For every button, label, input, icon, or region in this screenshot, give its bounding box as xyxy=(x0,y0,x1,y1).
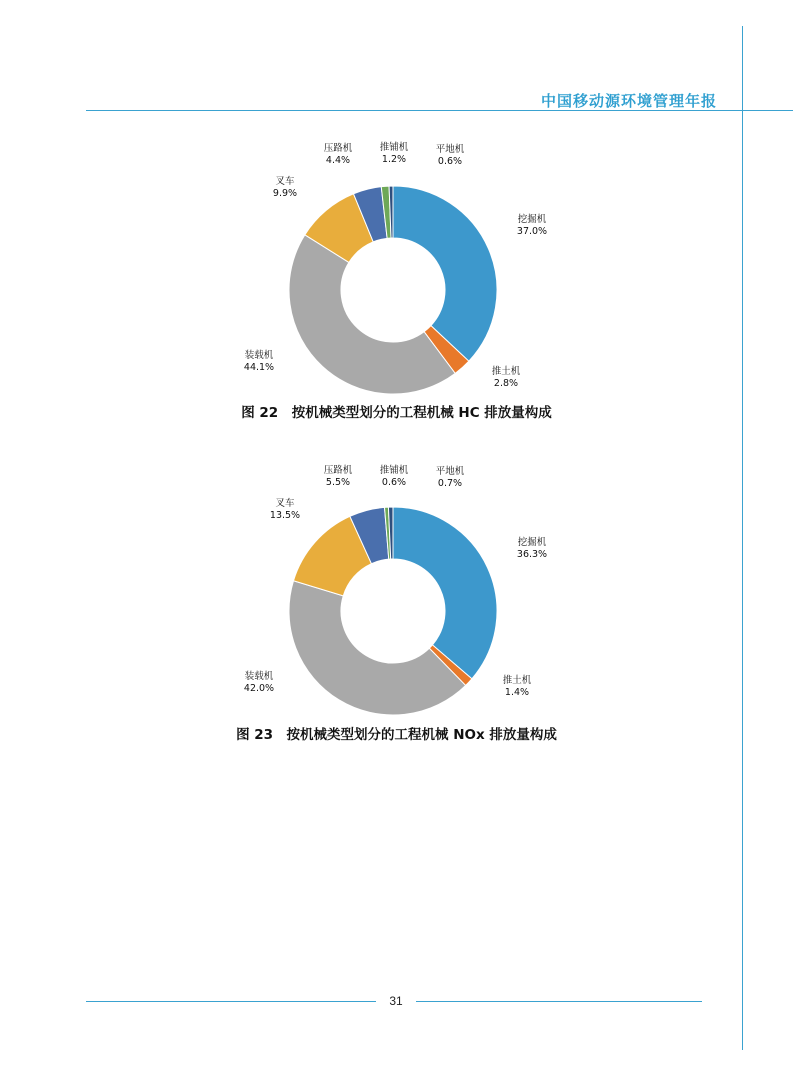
category-label-roller: 压路机 xyxy=(323,143,353,154)
category-label-excavator: 挖掘机 xyxy=(517,214,547,225)
value-label-forklift: 9.9% xyxy=(272,188,298,199)
category-label-forklift: 叉车 xyxy=(275,498,295,509)
value-label-forklift: 13.5% xyxy=(269,510,301,521)
category-label-loader: 装载机 xyxy=(244,350,274,361)
value-label-paver: 0.6% xyxy=(381,477,407,488)
category-label-roller: 压路机 xyxy=(323,465,353,476)
category-label-forklift: 叉车 xyxy=(275,176,295,187)
category-label-bulldozer: 推土机 xyxy=(491,366,521,377)
value-label-excavator: 36.3% xyxy=(516,549,548,560)
value-label-loader: 44.1% xyxy=(243,362,275,373)
value-label-bulldozer: 1.4% xyxy=(504,687,530,698)
value-label-bulldozer: 2.8% xyxy=(493,378,519,389)
category-label-paver: 推铺机 xyxy=(379,142,409,153)
category-label-bulldozer: 推土机 xyxy=(502,675,532,686)
value-label-excavator: 37.0% xyxy=(516,226,548,237)
header-title: 中国移动源环境管理年报 xyxy=(540,92,717,110)
value-label-loader: 42.0% xyxy=(243,683,275,694)
value-label-roller: 4.4% xyxy=(325,155,351,166)
caption-figure-23: 图 23 按机械类型划分的工程机械 NOx 排放量构成 xyxy=(236,727,557,743)
page-number: 31 xyxy=(376,994,416,1008)
value-label-roller: 5.5% xyxy=(325,477,351,488)
slice-excavator xyxy=(393,507,497,679)
value-label-grader: 0.7% xyxy=(437,478,463,489)
footer-rule-right xyxy=(416,1001,702,1002)
caption-figure-22: 图 22 按机械类型划分的工程机械 HC 排放量构成 xyxy=(241,405,552,421)
category-label-paver: 推铺机 xyxy=(379,465,409,476)
category-label-excavator: 挖掘机 xyxy=(517,537,547,548)
category-label-loader: 装载机 xyxy=(244,671,274,682)
category-label-grader: 平地机 xyxy=(435,466,465,477)
footer-rule-left xyxy=(86,1001,376,1002)
category-label-grader: 平地机 xyxy=(435,144,465,155)
value-label-grader: 0.6% xyxy=(437,156,463,167)
value-label-paver: 1.2% xyxy=(381,154,407,165)
